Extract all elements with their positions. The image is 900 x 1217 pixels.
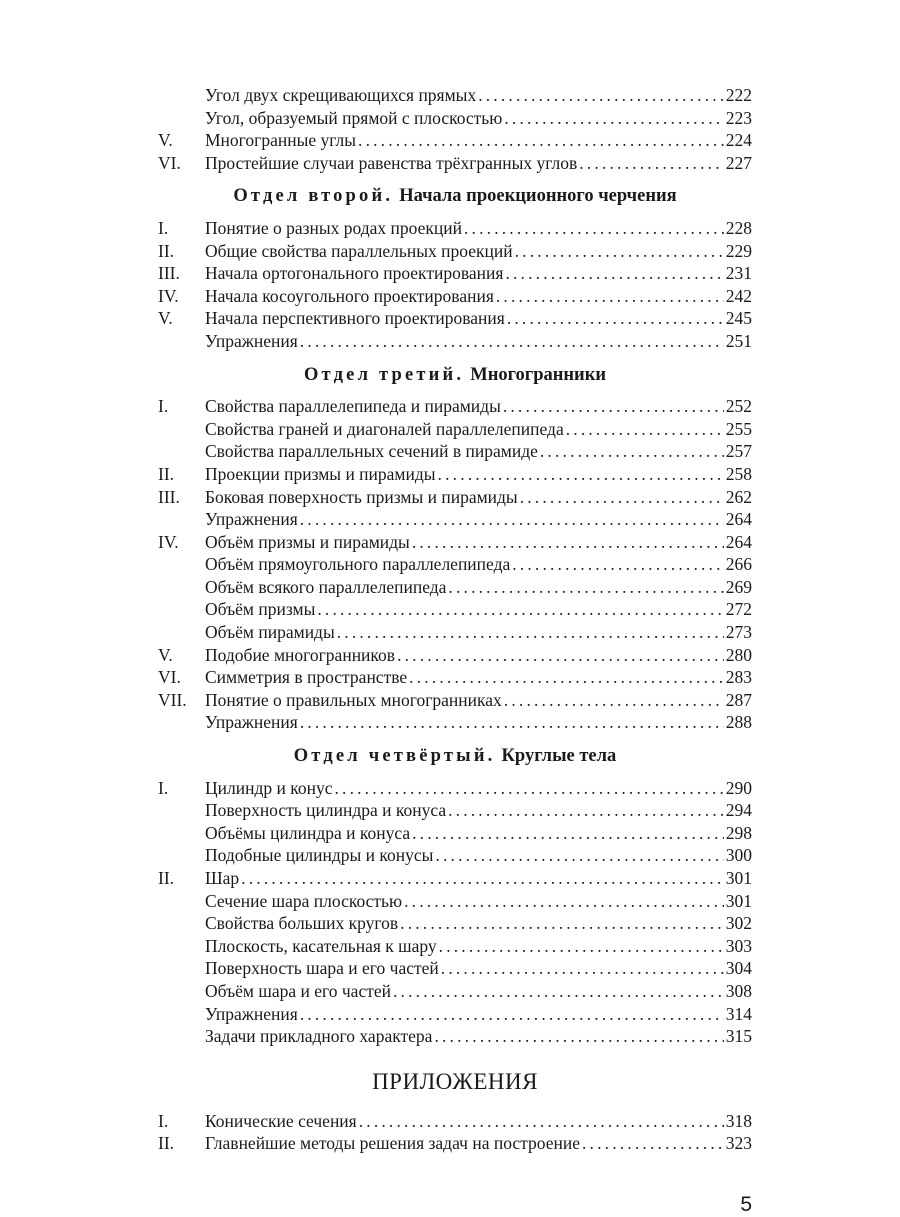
entry-title: Угол, образуемый прямой с плоскостью — [205, 107, 503, 128]
toc-entry[interactable] — [158, 844, 752, 867]
section-heading-title: Начала проекционного черчения — [399, 186, 677, 207]
toc-entry[interactable] — [158, 621, 752, 644]
section-heading-title: Круглые тела — [501, 746, 617, 767]
entry-page: 257 — [725, 441, 752, 462]
entry-page: 262 — [725, 486, 752, 507]
dot-leader — [337, 621, 724, 644]
entry-page: 303 — [725, 935, 752, 956]
entry-title: Понятие о правильных многогранниках — [205, 689, 502, 710]
dot-leader — [504, 689, 724, 712]
entry-number: II. — [158, 240, 175, 261]
entry-page: 229 — [725, 240, 752, 261]
entry-page: 272 — [725, 599, 752, 620]
dot-leader — [566, 418, 724, 441]
dot-leader — [448, 576, 723, 599]
entry-title: Начала ортогонального проектирования — [205, 263, 504, 284]
entry-page: 222 — [725, 85, 752, 105]
dot-leader — [507, 307, 724, 330]
section-heading-title: Многогранники — [470, 364, 607, 385]
toc-entry[interactable] — [158, 285, 752, 308]
dot-leader — [412, 822, 724, 845]
toc-entry[interactable] — [158, 1003, 752, 1026]
entry-page: 318 — [725, 1110, 752, 1131]
entry-title: Поверхность цилиндра и конуса — [205, 800, 447, 821]
section-heading — [158, 185, 752, 208]
dot-leader — [439, 935, 724, 958]
entry-page: 269 — [725, 576, 752, 597]
dot-leader — [448, 799, 724, 822]
entry-page: 227 — [725, 152, 752, 173]
entry-title: Угол двух скрещивающихся прямых — [205, 85, 477, 105]
entry-page: 302 — [725, 913, 752, 934]
section-heading-label: Отдел четвёртый. — [293, 746, 496, 767]
table-of-contents — [158, 0, 752, 1155]
entry-title: Свойства параллелепипеда и пирамиды — [205, 396, 501, 417]
entry-page: 283 — [725, 667, 752, 688]
dot-leader — [464, 217, 724, 240]
dot-leader — [317, 598, 723, 621]
appendix-heading: ПРИЛОЖЕНИЯ — [372, 1068, 538, 1094]
toc-entry[interactable] — [158, 508, 752, 531]
dot-leader — [393, 980, 724, 1003]
dot-leader — [515, 240, 724, 263]
dot-leader — [504, 107, 723, 130]
dot-leader — [512, 553, 724, 576]
dot-leader — [300, 330, 724, 353]
entry-number: II. — [158, 463, 175, 484]
entry-title: Подобные цилиндры и конусы — [205, 845, 434, 866]
toc-entry[interactable] — [158, 84, 752, 107]
page-number: 5 — [740, 1192, 752, 1216]
dot-leader — [503, 395, 724, 418]
entry-title: Простейшие случаи равенства трёхгранных углов — [205, 152, 578, 173]
section-heading — [158, 745, 752, 768]
entry-number: I. — [158, 396, 169, 417]
dot-leader — [505, 262, 723, 285]
toc-entry[interactable] — [158, 307, 752, 330]
entry-title: Свойства больших кругов — [205, 913, 399, 934]
entry-page: 224 — [725, 130, 752, 151]
entry-page: 228 — [725, 217, 752, 238]
toc-entry[interactable] — [158, 912, 752, 935]
dot-leader — [404, 890, 724, 913]
entry-title: Объём всякого параллелепипеда — [205, 576, 447, 597]
entry-number: III. — [158, 263, 180, 284]
entry-page: 266 — [725, 554, 752, 575]
section-heading — [158, 364, 752, 387]
toc-entry[interactable] — [158, 107, 752, 130]
entry-page: 242 — [725, 285, 752, 306]
entry-title: Начала перспективного проектирования — [205, 308, 505, 329]
entry-title: Сечение шара плоскостью — [205, 890, 403, 911]
entry-title: Упражнения — [205, 330, 298, 351]
dot-leader — [496, 285, 724, 308]
entry-number: I. — [158, 1110, 169, 1131]
toc-entry[interactable] — [158, 440, 752, 463]
toc-entry[interactable] — [158, 262, 752, 285]
entry-page: 264 — [725, 531, 752, 552]
entry-title: Цилиндр и конус — [205, 777, 333, 798]
dot-leader — [582, 1132, 724, 1155]
dot-leader — [300, 508, 724, 531]
entry-page: 223 — [725, 107, 752, 128]
entry-number: IV. — [158, 531, 179, 552]
entry-title: Главнейшие методы решения задач на построение — [205, 1133, 580, 1154]
toc-entry[interactable] — [158, 463, 752, 486]
entry-page: 314 — [725, 1003, 752, 1024]
toc-entry[interactable] — [158, 217, 752, 240]
toc-entry[interactable] — [158, 418, 752, 441]
dot-leader — [540, 440, 724, 463]
entry-page: 294 — [725, 800, 752, 821]
toc-section — [158, 745, 752, 1048]
toc-entry[interactable] — [158, 486, 752, 509]
entry-page: 300 — [725, 845, 752, 866]
entry-title: Подобие многогранников — [205, 644, 396, 665]
toc-entry[interactable] — [158, 980, 752, 1003]
entry-number: I. — [158, 217, 169, 238]
entry-number: VI. — [158, 152, 181, 173]
entry-number: VII. — [158, 689, 187, 710]
entry-number: I. — [158, 777, 169, 798]
entry-page: 280 — [725, 644, 752, 665]
toc-entry[interactable] — [158, 395, 752, 418]
dot-leader — [441, 957, 724, 980]
toc-section — [158, 185, 752, 352]
dot-leader — [334, 777, 723, 800]
page-footer — [158, 1193, 752, 1217]
toc-entry[interactable] — [158, 152, 752, 175]
toc-entry[interactable] — [158, 957, 752, 980]
toc-entry[interactable] — [158, 240, 752, 263]
toc-entry[interactable] — [158, 1110, 752, 1133]
entry-title: Объём пирамиды — [205, 622, 335, 643]
entry-page: 258 — [725, 463, 752, 484]
entry-page: 290 — [725, 777, 752, 798]
entry-number: V. — [158, 308, 173, 329]
toc-entry[interactable] — [158, 330, 752, 353]
entry-title: Упражнения — [205, 509, 298, 530]
section-heading-label: Отдел третий. — [303, 364, 465, 385]
entry-title: Упражнения — [205, 712, 298, 733]
dot-leader — [300, 1003, 724, 1026]
toc-entry[interactable] — [158, 666, 752, 689]
dot-leader — [435, 844, 723, 867]
entry-title: Шар — [205, 868, 240, 888]
entry-title: Многогранные углы — [205, 130, 357, 151]
entry-page: 245 — [725, 308, 752, 329]
toc-entry[interactable] — [158, 689, 752, 712]
toc-section — [158, 364, 752, 735]
dot-leader — [438, 463, 724, 486]
entry-title: Конические сечения — [205, 1110, 357, 1131]
entry-title: Объём призмы — [205, 599, 316, 620]
dot-leader — [434, 1025, 723, 1048]
entry-title: Объём призмы и пирамиды — [205, 531, 410, 552]
dot-leader — [241, 867, 724, 890]
entry-title: Начала косоугольного проектирования — [205, 285, 494, 306]
entry-page: 298 — [725, 822, 752, 843]
entry-page: 323 — [725, 1133, 752, 1154]
entry-title: Симметрия в пространстве — [205, 667, 408, 688]
dot-leader — [409, 666, 724, 689]
entry-number: II. — [158, 1133, 175, 1154]
entry-title: Понятие о разных родах проекций — [205, 217, 462, 238]
entry-title: Задачи прикладного характера — [205, 1026, 433, 1047]
entry-page: 252 — [725, 396, 752, 417]
dot-leader — [579, 152, 723, 175]
toc-entry[interactable] — [158, 1132, 752, 1155]
toc-entry[interactable] — [158, 598, 752, 621]
entry-page: 315 — [725, 1026, 752, 1047]
dot-leader — [300, 711, 724, 734]
entry-number: II. — [158, 868, 175, 888]
section-heading-label: Отдел второй. — [233, 186, 394, 207]
entry-page: 255 — [725, 418, 752, 439]
toc-entry[interactable] — [158, 1025, 752, 1048]
entry-page: 287 — [725, 689, 752, 710]
toc-entry[interactable] — [158, 129, 752, 152]
entry-page: 251 — [725, 330, 752, 351]
toc-entry[interactable] — [158, 553, 752, 576]
dot-leader — [358, 129, 724, 152]
toc-entry[interactable] — [158, 822, 752, 845]
entry-title: Проекции призмы и пирамиды — [205, 463, 436, 484]
toc-entry[interactable] — [158, 890, 752, 913]
toc-entry[interactable] — [158, 711, 752, 734]
toc-entry[interactable] — [158, 576, 752, 599]
toc-entry[interactable] — [158, 799, 752, 822]
toc-entry[interactable] — [158, 777, 752, 800]
dot-leader — [400, 912, 724, 935]
toc-entry[interactable] — [158, 644, 752, 667]
entry-number: IV. — [158, 285, 179, 306]
entry-title: Свойства граней и диагоналей параллелепипеда — [205, 418, 564, 439]
dot-leader — [412, 531, 724, 554]
entry-page: 264 — [725, 509, 752, 530]
toc-appendix — [158, 1068, 752, 1155]
entry-title: Объём шара и его частей — [205, 980, 391, 1001]
toc-entry[interactable] — [158, 867, 752, 890]
entry-page: 301 — [725, 868, 752, 888]
dot-leader — [478, 84, 724, 107]
entry-number: V. — [158, 644, 173, 665]
toc-entry[interactable] — [158, 935, 752, 958]
entry-title: Объёмы цилиндра и конуса — [205, 822, 411, 843]
entry-page: 273 — [725, 622, 752, 643]
entry-title: Боковая поверхность призмы и пирамиды — [205, 486, 518, 507]
dot-leader — [359, 1110, 724, 1133]
entry-number: VI. — [158, 667, 181, 688]
entry-page: 308 — [725, 980, 752, 1001]
entry-page: 231 — [725, 263, 752, 284]
entry-title: Свойства параллельных сечений в пирамиде — [205, 441, 538, 462]
entry-page: 304 — [725, 958, 752, 979]
entry-number: V. — [158, 130, 173, 151]
toc-top-entries — [158, 84, 752, 174]
toc-entry[interactable] — [158, 531, 752, 554]
entry-title: Общие свойства параллельных проекций — [205, 240, 513, 261]
entry-title: Объём прямоугольного параллелепипеда — [205, 554, 511, 575]
dot-leader — [520, 486, 724, 509]
entry-title: Поверхность шара и его частей — [205, 958, 439, 979]
entry-number: III. — [158, 486, 180, 507]
entry-page: 288 — [725, 712, 752, 733]
entry-title: Упражнения — [205, 1003, 298, 1024]
entry-title: Плоскость, касательная к шару — [205, 935, 437, 956]
entry-page: 301 — [725, 890, 752, 911]
dot-leader — [397, 644, 724, 667]
